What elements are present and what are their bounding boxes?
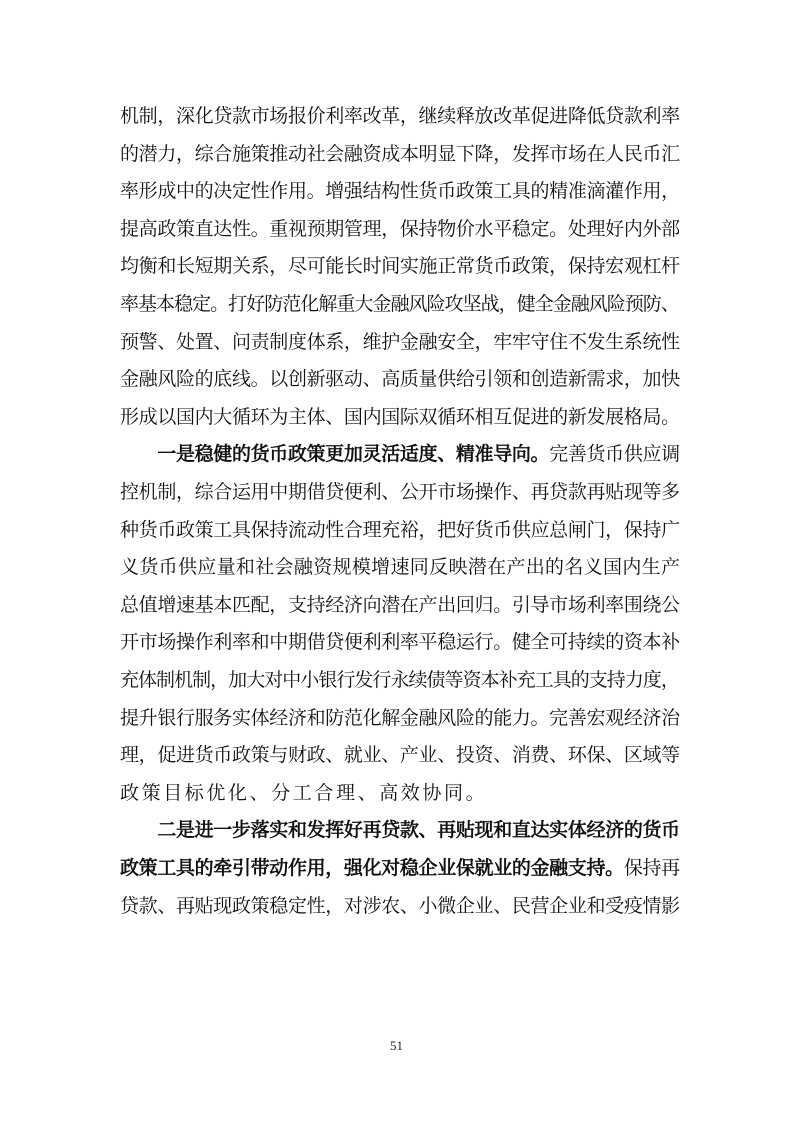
text-line [120, 706, 680, 730]
text: 均衡和长短期关系，尽可能长时间实施正常货币政策，保持宏观杠杆 [120, 255, 680, 278]
text: 提高政策直达性。重视预期管理，保持物价水平稳定。处理好内外部 [120, 217, 680, 240]
text-line [120, 442, 680, 466]
text-line [120, 405, 680, 429]
text: 金融风险的底线。以创新驱动、高质量供给引领和创造新需求，加快 [120, 368, 680, 391]
text-line [120, 179, 680, 203]
text-line [120, 480, 680, 504]
text: 充体制机制，加大对中小银行发行永续债等资本补充工具的支持力度， [120, 669, 679, 691]
text-line [120, 292, 680, 316]
page-number: 51 [390, 1038, 403, 1053]
text: 总值增速基本匹配，支持经济向潜在产出回归。引导市场利率围绕公 [120, 593, 680, 616]
text: 理，促进货币政策与财政、就业、产业、投资、消费、环保、区域等 [120, 744, 680, 767]
text-line [120, 555, 680, 579]
text: 提升银行服务实体经济和防范化解金融风险的能力。完善宏观经济治 [120, 706, 680, 729]
text-line [120, 367, 680, 391]
text-line [120, 330, 680, 354]
text: 形成以国内大循环为主体、国内国际双循环相互促进的新发展格局。 [120, 405, 680, 428]
text: 开市场操作利率和中期借贷便利利率平稳运行。健全可持续的资本补 [120, 631, 680, 654]
bold-text: 二是进一步落实和发挥好再贷款、再贴现和直达实体经济的货币 [120, 819, 680, 842]
text: 种货币政策工具保持流动性合理充裕，把好货币供应总闸门，保持广 [120, 518, 680, 541]
text: 率形成中的决定性作用。增强结构性货币政策工具的精准滴灌作用， [120, 180, 680, 203]
text-line [120, 142, 680, 166]
text-line [120, 217, 680, 241]
text-line [120, 593, 680, 617]
text-line [120, 781, 680, 805]
text: 的潜力，综合施策推动社会融资成本明显下降，发挥市场在人民币汇 [120, 142, 680, 165]
text-line [120, 518, 680, 542]
text: 预警、处置、问责制度体系，维护金融安全，牢牢守住不发生系统性 [120, 330, 680, 353]
text-line [120, 894, 680, 918]
text: 政策目标优化、分工合理、高效协同。 [120, 781, 488, 804]
bold-text: 一是稳健的货币政策更加灵活适度、精准导向。 [120, 443, 550, 466]
text-line [120, 254, 680, 278]
text-line [120, 668, 680, 692]
text: 完善货币供应调 [549, 443, 680, 466]
text: 机制，深化贷款市场报价利率改革，继续释放改革促进降低贷款利率 [120, 105, 680, 127]
bold-text: 政策工具的牵引带动作用，强化对稳企业保就业的金融支持。 [120, 857, 624, 879]
text-line [120, 856, 680, 880]
text-line [120, 104, 680, 128]
text-line [120, 630, 680, 654]
text: 控机制，综合运用中期借贷便利、公开市场操作、再贷款再贴现等多 [120, 481, 680, 503]
text: 率基本稳定。打好防范化解重大金融风险攻坚战，健全金融风险预防、 [120, 293, 679, 315]
text-line [120, 743, 680, 767]
text: 义货币供应量和社会融资规模增速同反映潜在产出的名义国内生产 [120, 556, 680, 579]
text: 保持再 [623, 857, 680, 879]
text-line [120, 818, 680, 842]
text: 贷款、再贴现政策稳定性，对涉农、小微企业、民营企业和受疫情影 [120, 894, 680, 917]
